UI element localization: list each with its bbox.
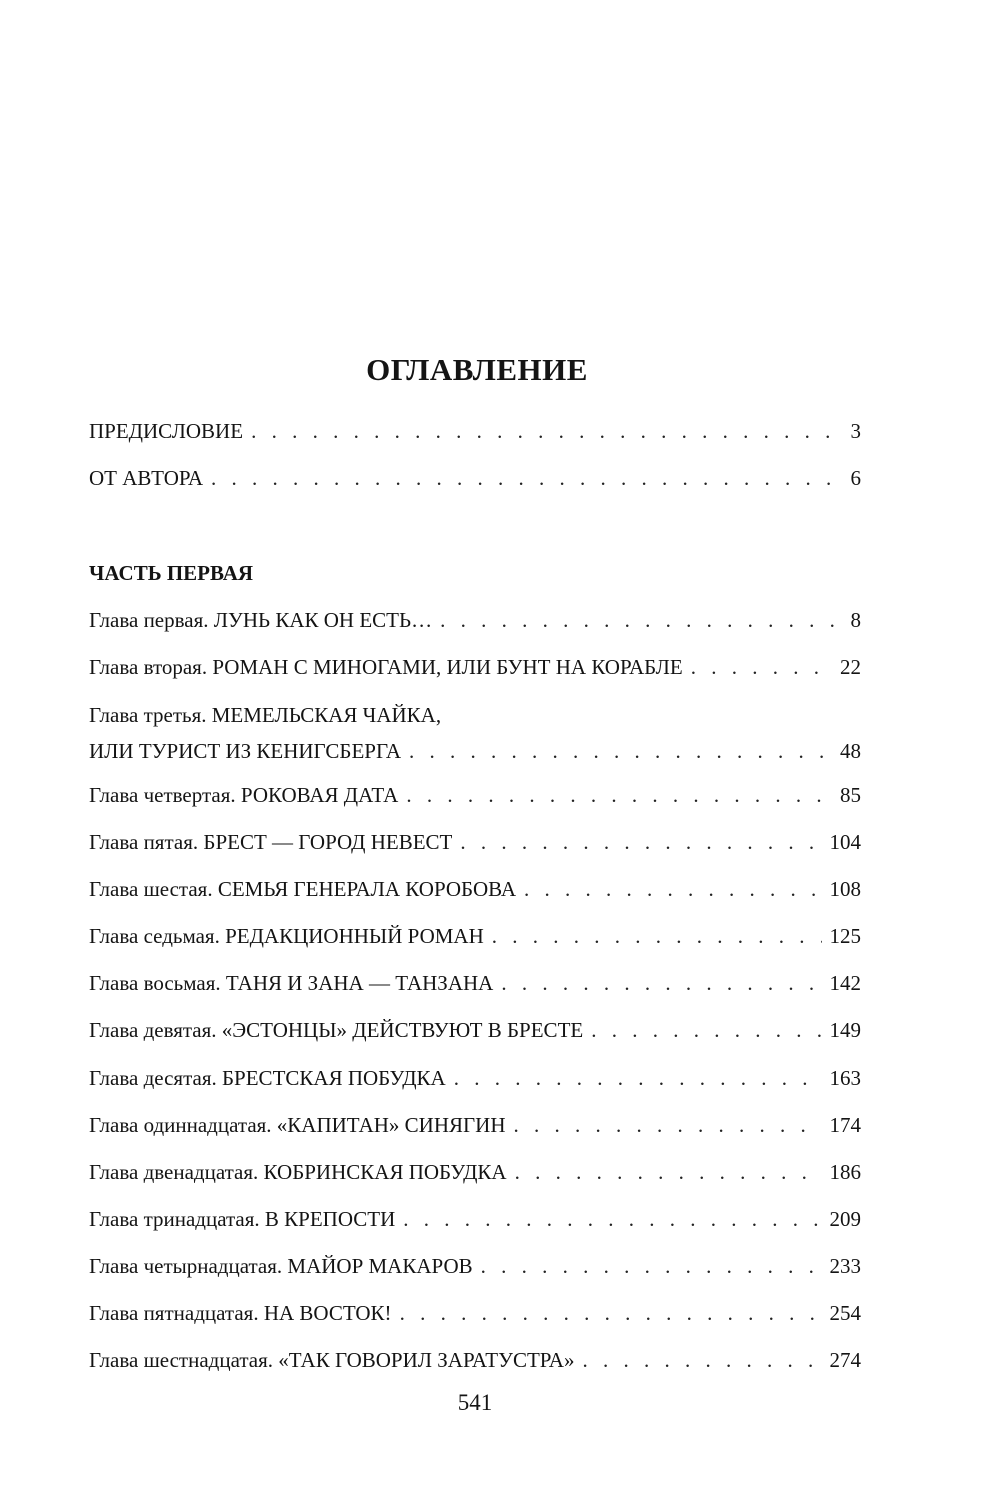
dot-leader bbox=[409, 737, 832, 765]
toc-entry-chapter-10[interactable] bbox=[89, 1064, 861, 1092]
toc-entry-page: 3 bbox=[850, 419, 861, 443]
toc-entry-page: 142 bbox=[829, 971, 861, 995]
toc-entry-page: 108 bbox=[829, 877, 861, 901]
toc-entry-title: Глава двенадцатая. КОБРИНСКАЯ ПОБУДКА bbox=[89, 1160, 507, 1184]
toc-entry-chapter-4[interactable] bbox=[89, 781, 861, 809]
toc-entry-chapter-11[interactable] bbox=[89, 1111, 861, 1139]
dot-leader bbox=[591, 1016, 821, 1044]
dot-leader bbox=[251, 417, 842, 445]
dot-leader bbox=[582, 1346, 821, 1374]
toc-entry-page: 186 bbox=[829, 1160, 861, 1184]
dot-leader bbox=[691, 653, 832, 681]
toc-entry-title: Глава первая. ЛУНЬ КАК ОН ЕСТЬ… bbox=[89, 608, 433, 632]
toc-entry-chapter-9[interactable] bbox=[89, 1016, 861, 1044]
toc-entry-chapter-14[interactable] bbox=[89, 1252, 861, 1280]
toc-entry-page: 174 bbox=[829, 1113, 861, 1137]
toc-entry-title-line1: Глава третья. МЕМЕЛЬСКАЯ ЧАЙКА, bbox=[89, 703, 442, 727]
toc-entry-chapter-15[interactable] bbox=[89, 1299, 861, 1327]
page-number: 541 bbox=[457, 1390, 493, 1415]
toc-entry-title: Глава шестая. СЕМЬЯ ГЕНЕРАЛА КОРОБОВА bbox=[89, 877, 516, 901]
dot-leader bbox=[406, 781, 832, 809]
dot-leader bbox=[440, 606, 842, 634]
toc-entry-page: 163 bbox=[829, 1066, 861, 1090]
toc-entry-page: 104 bbox=[829, 830, 861, 854]
page-title: ОГЛАВЛЕНИЕ bbox=[366, 352, 588, 387]
toc-entry-page: 85 bbox=[840, 783, 861, 807]
toc-entry-title: Глава седьмая. РЕДАКЦИОННЫЙ РОМАН bbox=[89, 924, 484, 948]
toc-entry-title: Глава вторая. РОМАН С МИНОГАМИ, ИЛИ БУНТ НА КОРАБЛЕ bbox=[89, 655, 683, 679]
toc-entry-preface[interactable] bbox=[89, 417, 861, 445]
toc-entry-page: 233 bbox=[829, 1254, 861, 1278]
part-heading: ЧАСТЬ ПЕРВАЯ bbox=[89, 561, 254, 585]
toc-entry-page: 125 bbox=[829, 924, 861, 948]
toc-entry-chapter-13[interactable] bbox=[89, 1205, 861, 1233]
toc-entry-chapter-5[interactable] bbox=[89, 828, 861, 856]
toc-entry-page: 149 bbox=[829, 1018, 861, 1042]
toc-entry-page: 6 bbox=[850, 466, 861, 490]
toc-entry-chapter-8[interactable] bbox=[89, 969, 861, 997]
toc-entry-title: Глава пятая. БРЕСТ — ГОРОД НЕВЕСТ bbox=[89, 830, 453, 854]
toc-entry-title: Глава четырнадцатая. МАЙОР МАКАРОВ bbox=[89, 1254, 473, 1278]
toc-entry-title: ИЛИ ТУРИСТ ИЗ КЕНИГСБЕРГА bbox=[89, 739, 402, 763]
dot-leader bbox=[481, 1252, 822, 1280]
toc-entry-chapter-1[interactable] bbox=[89, 606, 861, 634]
toc-entry-title: Глава четвертая. РОКОВАЯ ДАТА bbox=[89, 783, 399, 807]
toc-entry-chapter-7[interactable] bbox=[89, 922, 861, 950]
toc-entry-page: 8 bbox=[850, 608, 861, 632]
toc-entry-chapter-6[interactable] bbox=[89, 875, 861, 903]
dot-leader bbox=[400, 1299, 822, 1327]
toc-entry-title: Глава одиннадцатая. «КАПИТАН» СИНЯГИН bbox=[89, 1113, 506, 1137]
dot-leader bbox=[492, 922, 822, 950]
toc-entry-title: Глава тринадцатая. В КРЕПОСТИ bbox=[89, 1207, 396, 1231]
toc-entry-title: Глава пятнадцатая. НА ВОСТОК! bbox=[89, 1301, 392, 1325]
toc-entry-chapter-12[interactable] bbox=[89, 1158, 861, 1186]
toc-entry-author-note[interactable] bbox=[89, 464, 861, 492]
toc-entry-title: Глава десятая. БРЕСТСКАЯ ПОБУДКА bbox=[89, 1066, 446, 1090]
toc-entry-page: 48 bbox=[840, 739, 861, 763]
toc-entry-page: 209 bbox=[829, 1207, 861, 1231]
toc-entry-title: Глава шестнадцатая. «ТАК ГОВОРИЛ ЗАРАТУСТРА» bbox=[89, 1348, 575, 1372]
toc-entry-page: 254 bbox=[829, 1301, 861, 1325]
toc-entry-title: Глава девятая. «ЭСТОНЦЫ» ДЕЙСТВУЮТ В БРЕСТЕ bbox=[89, 1018, 584, 1042]
dot-leader bbox=[454, 1064, 822, 1092]
dot-leader bbox=[524, 875, 822, 903]
toc-entry-title: Глава восьмая. ТАНЯ И ЗАНА — ТАНЗАНА bbox=[89, 971, 494, 995]
dot-leader bbox=[501, 969, 821, 997]
dot-leader bbox=[515, 1158, 822, 1186]
toc-entry-page: 274 bbox=[829, 1348, 861, 1372]
toc-entry-title: ОТ АВТОРА bbox=[89, 466, 204, 490]
toc-entry-chapter-16[interactable] bbox=[89, 1346, 861, 1374]
toc-entry-chapter-2[interactable] bbox=[89, 653, 861, 681]
toc-entry-page: 22 bbox=[840, 655, 861, 679]
toc-entry-title: ПРЕДИСЛОВИЕ bbox=[89, 419, 244, 443]
dot-leader bbox=[513, 1111, 821, 1139]
dot-leader bbox=[211, 464, 842, 492]
toc-entry-chapter-3[interactable] bbox=[89, 701, 861, 765]
dot-leader bbox=[403, 1205, 821, 1233]
dot-leader bbox=[460, 828, 821, 856]
